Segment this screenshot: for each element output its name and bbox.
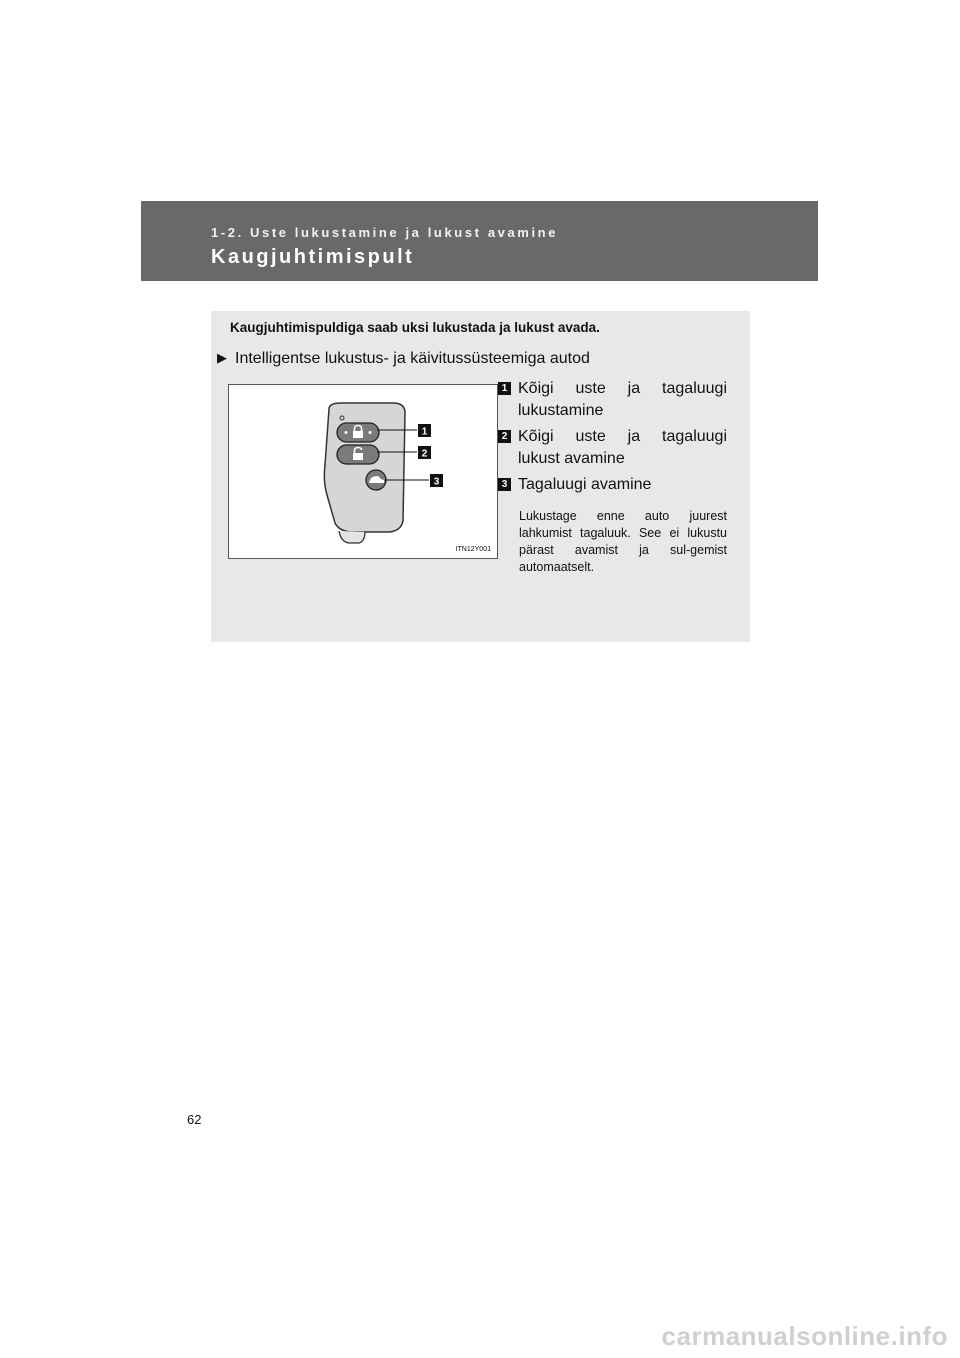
info-box [211, 311, 750, 642]
legend-item-trunk [498, 474, 727, 496]
legend-number-1: 1 [498, 382, 511, 395]
lock-dot-right [369, 431, 372, 434]
callout-number-2: 2 [421, 448, 428, 460]
legend-item-lock [498, 378, 727, 422]
callout-number-3: 3 [433, 476, 440, 488]
arrow-right-icon: ▶ [217, 350, 227, 365]
button-legend [498, 378, 727, 500]
watermark: carmanualsonline.info [661, 1321, 948, 1351]
callout-number-1: 1 [421, 426, 428, 438]
legend-text-line1: Tagaluugi avamine [518, 476, 652, 493]
vehicle-type-label: Intelligentse lukustus- ja käivitussüsteemiga autod [235, 350, 590, 367]
key-fob-figure [228, 384, 498, 559]
legend-number-2: 2 [498, 430, 511, 443]
legend-text-line2: lukust avamine [518, 450, 625, 467]
note-text: Lukustage enne auto juurest lahkumist tagaluuk. See ei lukustu pärast avamist ja sul-gemist automaatselt. [519, 509, 727, 574]
figure-code: ITN12Y001 [455, 546, 491, 553]
page-title: Kaugjuhtimispult [211, 246, 415, 268]
lock-dot-left [345, 431, 348, 434]
page-number: 62 [187, 1112, 202, 1127]
key-blade [339, 531, 365, 543]
key-fob-illustration [229, 385, 497, 558]
section-label: 1-2. Uste lukustamine ja lukust avamine [211, 225, 559, 240]
legend-text-line1: Kõigi uste ja tagaluugi [518, 380, 727, 397]
legend-text-line1: Kõigi uste ja tagaluugi [518, 428, 727, 445]
legend-text-line2: lukustamine [518, 402, 604, 419]
legend-number-3: 3 [498, 478, 511, 491]
legend-item-unlock [498, 426, 727, 470]
intro-text: Kaugjuhtimispuldiga saab uksi lukustada ja lukust avada. [230, 320, 600, 335]
section-header [141, 201, 818, 281]
vehicle-type-row [217, 350, 590, 368]
